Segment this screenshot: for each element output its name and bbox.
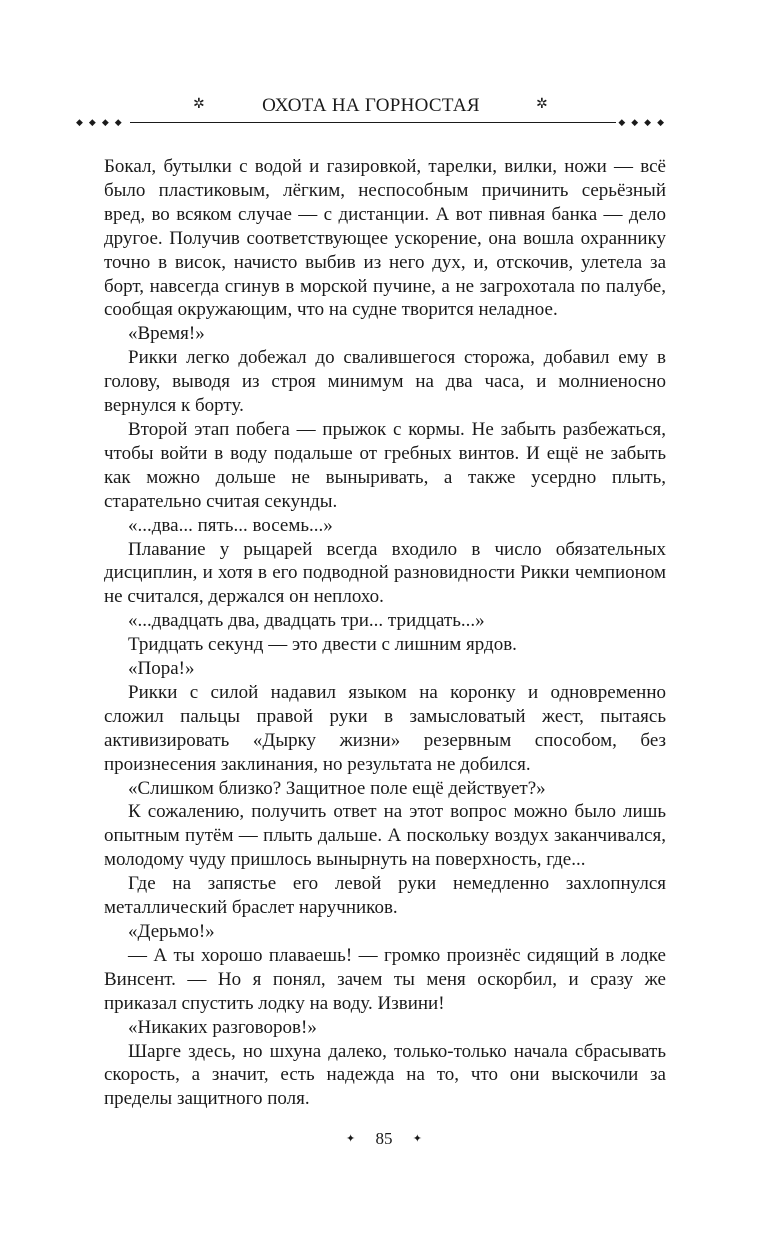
- running-header: [76, 94, 670, 130]
- star-ornament-icon: ✲: [193, 97, 205, 112]
- paragraph: «...двадцать два, двадцать три... тридцать...»: [128, 610, 485, 632]
- running-header-title: ОХОТА НА ГОРНОСТАЯ: [262, 95, 480, 116]
- diamond-dots-icon: ◆◆◆◆: [618, 117, 670, 127]
- header-rule: [78, 122, 664, 123]
- ornament-icon: ✦: [412, 1133, 422, 1146]
- paragraph: «Дерьмо!»: [128, 921, 215, 942]
- paragraph: — А ты хорошо плаваешь! — громко произнёс сидящий в лодке Винсент. — Но я понял, зачем ты меня оскорбил, и сразу же приказал спустить лодку на воду. Извини!: [104, 944, 666, 1014]
- paragraph: Второй этап побега — прыжок с кормы. Не забыть разбежаться, чтобы войти в воду подальше от гребных винтов. И ещё не забыть как можно дольше не выныривать, а также усердно плыть, старательно считая секунды.: [104, 418, 666, 512]
- ornament-icon: ✦: [346, 1133, 356, 1146]
- paragraph: «Пора!»: [128, 658, 195, 680]
- paragraph: Бокал, бутылки с водой и газировкой, тарелки, вилки, ножи — всё было пластиковым, лёгким, неспособным причинить серьёзный вред, во всяком случае — с дистанции. А вот пивная банка — дело другое. Получив соответствующее ускорение, она вошла охраннику точно в висок, начисто выбив из него дух, и, отскочив, улетела за борт, навсегда сгинув в морской пучине, а не загрохотала по палубе, сообщая окружающим, что на судне творится неладное.: [104, 156, 666, 321]
- page-footer: [0, 1127, 768, 1150]
- paragraph: Плавание у рыцарей всегда входило в число обязательных дисциплин, и хотя в его подводной разновидности Рикки чемпионом не считался, держался он неплохо.: [104, 538, 666, 608]
- diamond-dots-icon: ◆◆◆◆: [76, 117, 128, 127]
- paragraph: «Никаких разговоров!»: [128, 1016, 317, 1038]
- paragraph: «Время!»: [128, 323, 205, 345]
- paragraph: «...два... пять... восемь...»: [128, 514, 333, 536]
- paragraph: Рикки легко добежал до свалившегося сторожа, добавил ему в голову, выводя из строя минимум на два часа, и молниеносно вернулся к борту.: [104, 347, 666, 417]
- paragraph: Шарге здесь, но шхуна далеко, только-только начала сбрасывать скорость, а значит, есть надежда на то, что они выскочили за пределы защитного поля.: [104, 1040, 666, 1110]
- body-text: [104, 155, 666, 1111]
- page-number: 85: [375, 1129, 393, 1149]
- paragraph: К сожалению, получить ответ на этот вопрос можно было лишь опытным путём — плыть дальше. А поскольку воздух заканчивался, молодому чуду пришлось вынырнуть на поверхность, где...: [104, 801, 666, 871]
- paragraph: Тридцать секунд — это двести с лишним ярдов.: [128, 634, 517, 656]
- paragraph: Где на запястье его левой руки немедленно захлопнулся металлический браслет наручников.: [104, 873, 666, 919]
- paragraph: Рикки с силой надавил языком на коронку и одновременно сложил пальцы правой руки в замысловатый жест, пытаясь активизировать «Дырку жизни» резервным способом, без произнесения заклинания, но результата не добился.: [104, 681, 666, 775]
- paragraph: «Слишком близко? Защитное поле ещё действует?»: [128, 777, 546, 799]
- star-ornament-icon: ✲: [536, 97, 548, 112]
